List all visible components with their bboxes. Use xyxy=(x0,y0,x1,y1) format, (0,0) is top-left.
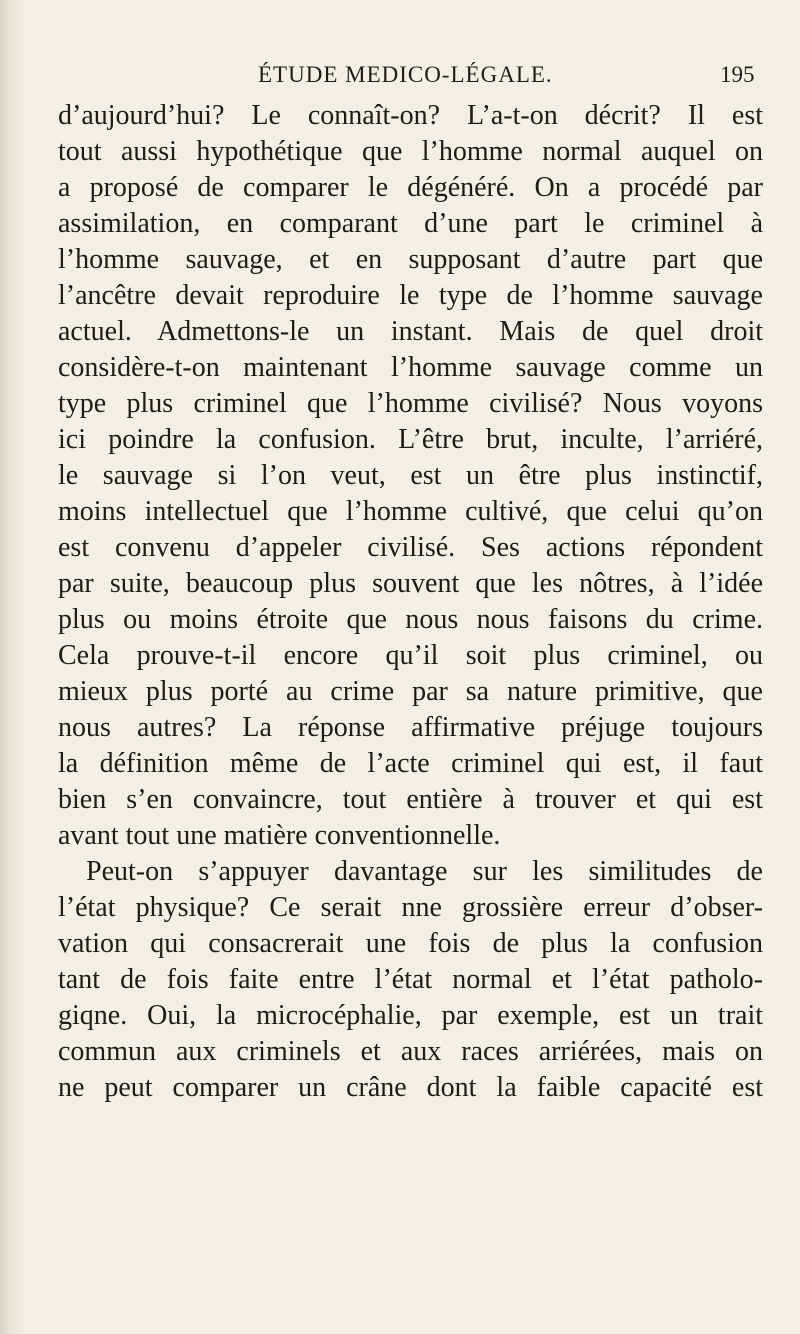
text-line: commun aux criminels et aux races arriérées, mais on xyxy=(58,1036,763,1067)
text-line: vation qui consacrerait une fois de plus la confusion xyxy=(58,928,763,959)
text-line: moins intellectuel que l’homme cultivé, que celui qu’on xyxy=(58,496,763,527)
text-line: bien s’en convaincre, tout entière à trouver et qui est xyxy=(58,784,763,815)
text-line: d’aujourd’hui? Le connaît-on? L’a-t-on décrit? Il est xyxy=(58,100,763,131)
text-line: a proposé de comparer le dégénéré. On a procédé par xyxy=(58,172,763,203)
text-line: tout aussi hypothétique que l’homme normal auquel on xyxy=(58,136,763,167)
text-line: nous autres? La réponse affirmative préjuge toujours xyxy=(58,712,763,743)
text-line: l’état physique? Ce serait nne grossière erreur d’obser- xyxy=(58,892,763,923)
page-number: 195 xyxy=(720,62,755,87)
text-line: par suite, beaucoup plus souvent que les nôtres, à l’idée xyxy=(58,568,763,599)
text-line: tant de fois faite entre l’état normal et l’état patholo- xyxy=(58,964,763,995)
text-line: ici poindre la confusion. L’être brut, inculte, l’arriéré, xyxy=(58,424,763,455)
page-header xyxy=(0,62,800,96)
running-head: ÉTUDE MEDICO-LÉGALE. xyxy=(258,62,553,87)
text-line: considère-t-on maintenant l’homme sauvage comme un xyxy=(58,352,763,383)
text-line: actuel. Admettons-le un instant. Mais de quel droit xyxy=(58,316,763,347)
text-line: plus ou moins étroite que nous nous faisons du crime. xyxy=(58,604,763,635)
text-line: est convenu d’appeler civilisé. Ses actions répondent xyxy=(58,532,763,563)
text-line: l’ancêtre devait reproduire le type de l’homme sauvage xyxy=(58,280,763,311)
text-line: la définition même de l’acte criminel qui est, il faut xyxy=(58,748,763,779)
text-line: giqne. Oui, la microcéphalie, par exemple, est un trait xyxy=(58,1000,763,1031)
text-line: l’homme sauvage, et en supposant d’autre part que xyxy=(58,244,763,275)
text-line: avant tout une matière conventionnelle. xyxy=(58,820,501,851)
text-line: mieux plus porté au crime par sa nature primitive, que xyxy=(58,676,763,707)
text-line: type plus criminel que l’homme civilisé? Nous voyons xyxy=(58,388,763,419)
binding-shadow xyxy=(0,0,26,1334)
text-line: ne peut comparer un crâne dont la faible capacité est xyxy=(58,1072,763,1103)
text-line: le sauvage si l’on veut, est un être plus instinctif, xyxy=(58,460,763,491)
text-line: Peut-on s’appuyer davantage sur les similitudes de xyxy=(86,856,763,887)
text-line: Cela prouve-t-il encore qu’il soit plus criminel, ou xyxy=(58,640,763,671)
text-line: assimilation, en comparant d’une part le criminel à xyxy=(58,208,763,239)
